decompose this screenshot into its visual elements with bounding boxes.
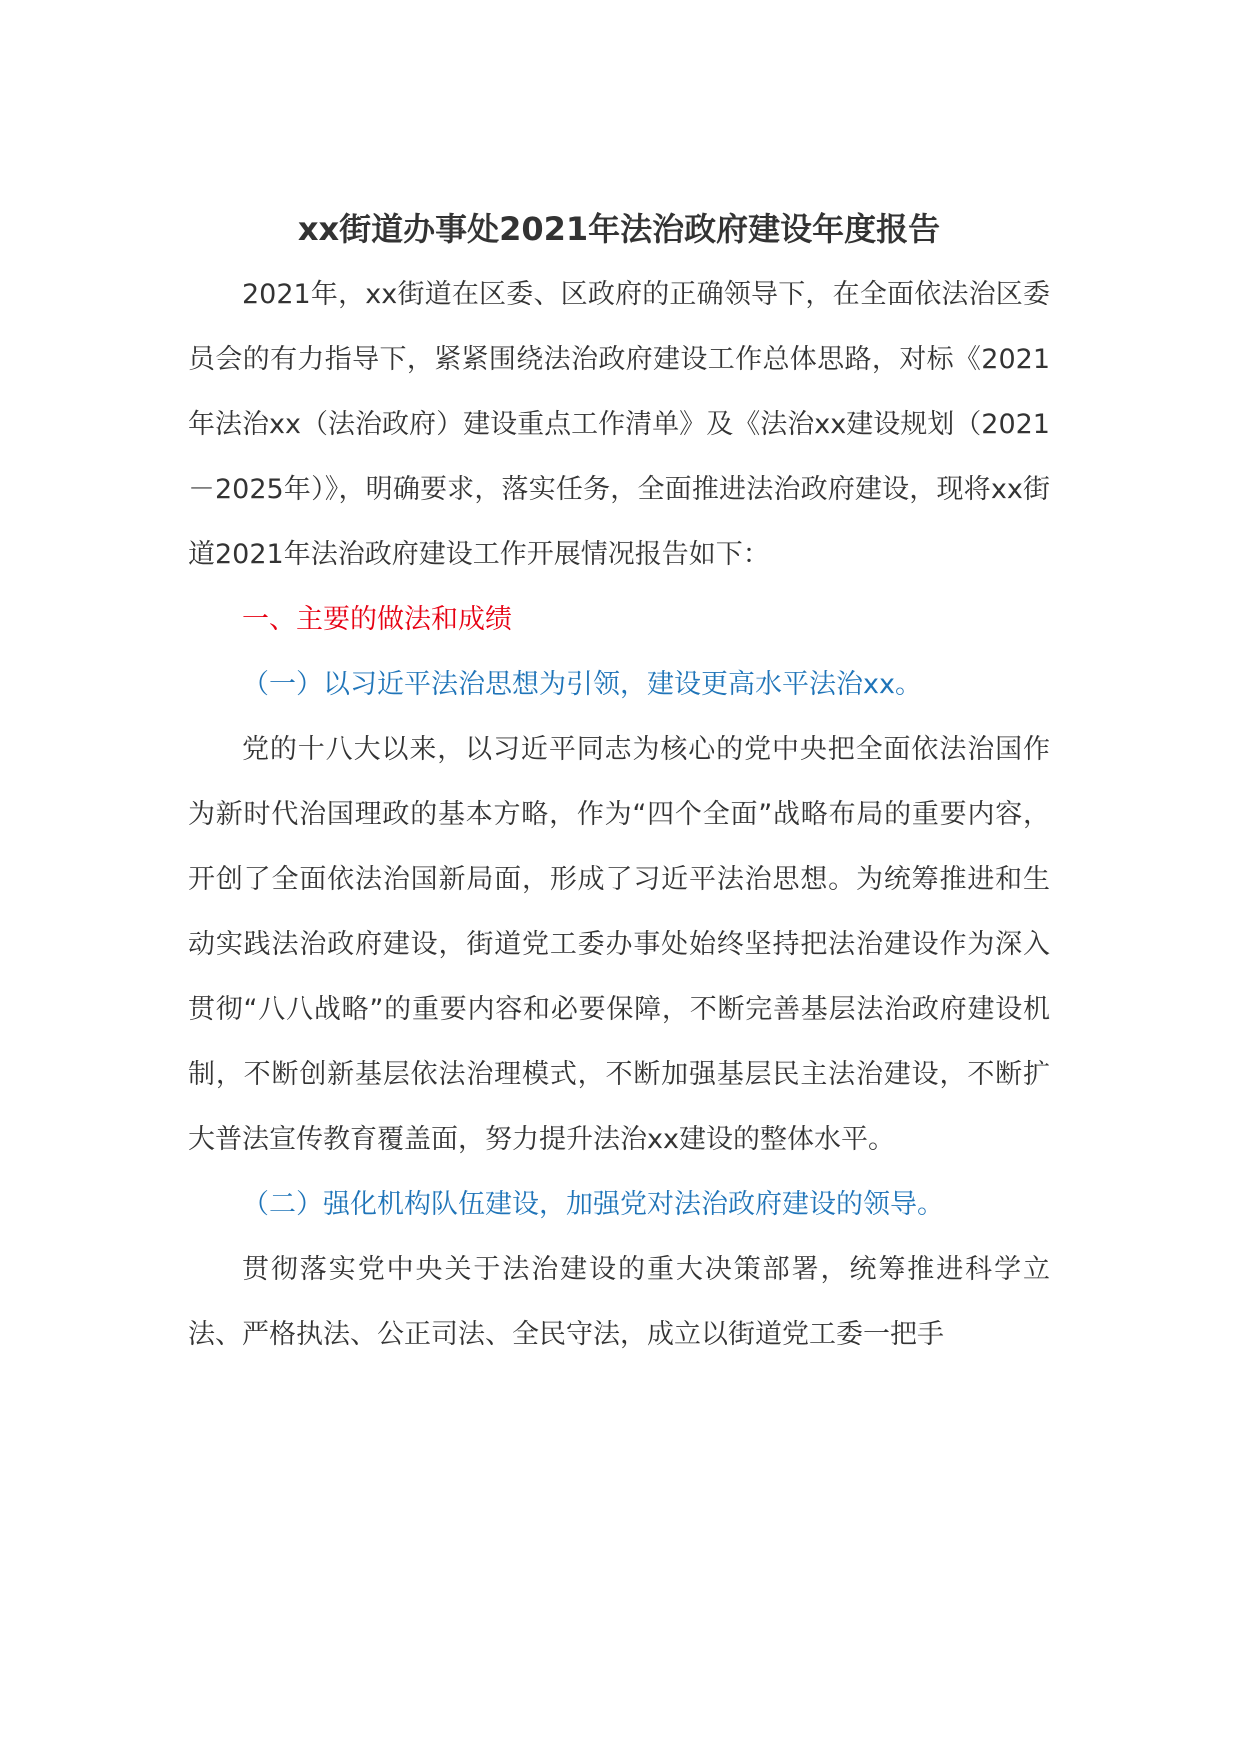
document-body <box>188 262 1050 1367</box>
intro-paragraph: 2021年，xx街道在区委、区政府的正确领导下，在全面依法治区委员会的有力指导下，紧紧围绕法治政府建设工作总体思路，对标《2021年法治xx（法治政府）建设重点工作清单》及《法治xx建设规划（2021－2025年）》，明确要求，落实任务，全面推进法治政府建设，现将xx街道2021年法治政府建设工作开展情况报告如下： <box>188 279 1050 570</box>
subsection-2-paragraph: 贯彻落实党中央关于法治建设的重大决策部署，统筹推进科学立法、严格执法、公正司法、全民守法，成立以街道党工委一把手 <box>188 1254 1050 1350</box>
subsection-1-paragraph: 党的十八大以来，以习近平同志为核心的党中央把全面依法治国作为新时代治国理政的基本方略，作为“四个全面”战略布局的重要内容，开创了全面依法治国新局面，形成了习近平法治思想。为统筹推进和生动实践法治政府建设，街道党工委办事处始终坚持把法治建设作为深入贯彻“八八战略”的重要内容和必要保障，不断完善基层法治政府建设机制，不断创新基层依法治理模式，不断加强基层民主法治建设，不断扩大普法宣传教育覆盖面，努力提升法治xx建设的整体水平。 <box>188 734 1050 1155</box>
subsection-heading-2: （二）强化机构队伍建设，加强党对法治政府建设的领导。 <box>242 1189 944 1220</box>
subsection-heading-1: （一）以习近平法治思想为引领，建设更高水平法治xx。 <box>242 669 922 700</box>
document-title: xx街道办事处2021年法治政府建设年度报告 <box>297 210 941 248</box>
section-heading-1: 一、主要的做法和成绩 <box>242 604 512 635</box>
